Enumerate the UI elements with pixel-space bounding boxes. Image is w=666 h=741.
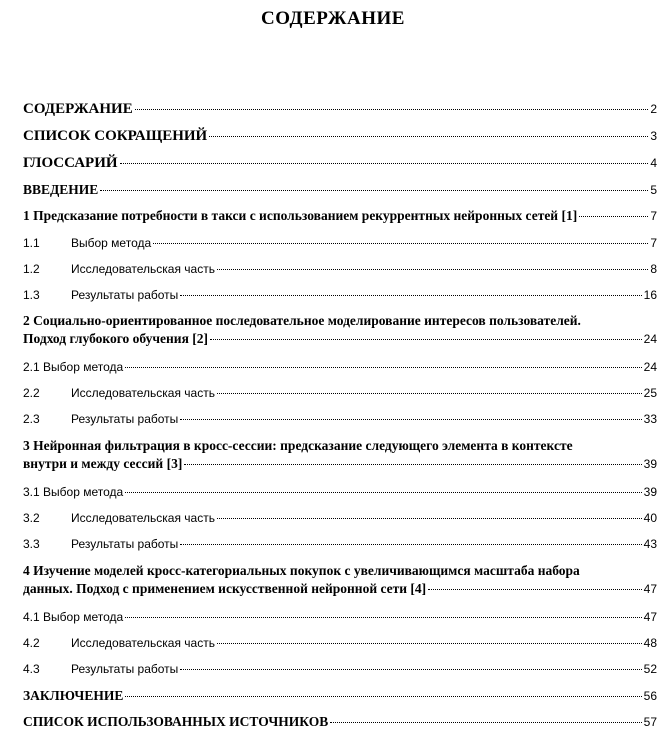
toc-page-number: 39 [643,457,657,471]
toc-page-number: 8 [650,262,657,276]
toc-entry-label: 4.1 Выбор метода [23,610,124,624]
toc-entry-label: Исследовательская часть [71,511,215,525]
toc-entry-3-2[interactable] [23,511,657,525]
toc-entry-1-2[interactable] [23,262,657,276]
toc-section-number: 1.3 [23,288,40,302]
toc-entry-label: ГЛОССАРИЙ [23,155,118,171]
toc-page-number: 33 [643,412,657,426]
toc-entry-label: СОДЕРЖАНИЕ [23,101,133,117]
toc-page-number: 48 [643,636,657,650]
dot-leader [125,492,641,493]
toc-entry-label: ВВЕДЕНИЕ [23,182,99,197]
toc-entry-label: Результаты работы [71,662,179,676]
toc-entry-label-line-2: Подход глубокого обучения [2] [23,331,208,346]
dot-leader [135,109,649,110]
toc-entry-label: Исследовательская часть [71,636,215,650]
toc-page-number: 16 [643,288,657,302]
toc-page-number: 7 [650,236,657,250]
dot-leader [153,243,648,244]
toc-entry-chapter-2[interactable] [23,312,657,348]
toc-page-number: 25 [643,386,657,400]
toc-entry-4-3[interactable] [23,662,657,676]
toc-entry-label: 3.1 Выбор метода [23,485,124,499]
toc-entry-2-1[interactable] [23,360,657,374]
toc-section-number: 3.2 [23,511,40,525]
dot-leader [217,269,648,270]
toc-page-number: 47 [643,582,657,596]
toc-entry-chapter-3[interactable] [23,437,657,473]
dot-leader [428,589,641,590]
dot-leader [209,136,648,137]
toc-entry-4-2[interactable] [23,636,657,650]
toc-page-number: 2 [650,102,657,116]
toc-page-number: 24 [643,360,657,374]
toc-entry-3-3[interactable] [23,537,657,551]
toc-entry-label: Выбор метода [71,236,152,250]
toc-page-number: 39 [643,485,657,499]
dot-leader [125,696,641,697]
toc-page-number: 3 [650,129,657,143]
toc-entry-2-3[interactable] [23,412,657,426]
toc-entry-label: 1 Предсказание потребности в такси с использованием рекуррентных нейронных сетей [1] [23,208,578,223]
dot-leader [217,643,642,644]
dot-leader [180,295,641,296]
toc-section-number: 2.3 [23,412,40,426]
toc-entry-3-1[interactable] [23,485,657,499]
dot-leader [184,464,641,465]
dot-leader [180,669,641,670]
toc-page-number: 40 [643,511,657,525]
toc-entry-label-line-1: 2 Социально-ориентированное последовательное моделирование интересов пользователей. [23,313,581,328]
toc-page-number: 24 [643,332,657,346]
dot-leader [579,216,648,217]
dot-leader [180,419,641,420]
toc-entry-abbreviations[interactable] [23,128,657,145]
toc-section-number: 1.2 [23,262,40,276]
dot-leader [330,722,641,723]
toc-section-number: 3.3 [23,537,40,551]
dot-leader [217,393,642,394]
toc-entry-label-line-1: 4 Изучение моделей кросс-категориальных покупок с увеличивающимся масштаба набора [23,563,580,578]
toc-entry-chapter-1[interactable] [23,208,657,224]
toc-entry-label: 2.1 Выбор метода [23,360,124,374]
dot-leader [125,617,641,618]
toc-page-number: 5 [650,183,657,197]
toc-entry-label: Результаты работы [71,537,179,551]
toc-entry-label: СПИСОК ИСПОЛЬЗОВАННЫХ ИСТОЧНИКОВ [23,714,329,729]
toc-entry-label: Исследовательская часть [71,386,215,400]
toc-section-number: 2.2 [23,386,40,400]
dot-leader [100,190,648,191]
toc-entry-1-3[interactable] [23,288,657,302]
dot-leader [217,518,642,519]
page-title: СОДЕРЖАНИЕ [261,8,405,29]
toc-entry-4-1[interactable] [23,610,657,624]
dot-leader [125,367,641,368]
toc-entry-label-line-2: внутри и между сессий [3] [23,456,183,471]
toc-entry-contents[interactable] [23,101,657,118]
toc-section-number: 1.1 [23,236,40,250]
toc-entry-label: Исследовательская часть [71,262,215,276]
toc-page-number: 57 [643,715,657,729]
toc-entry-label: Результаты работы [71,412,179,426]
toc-entry-glossary[interactable] [23,155,657,172]
toc-entry-label-line-1: 3 Нейронная фильтрация в кросс-сессии: предсказание следующего элемента в контексте [23,438,573,453]
dot-leader [180,544,641,545]
toc-entry-label: Результаты работы [71,288,179,302]
toc-entry-references[interactable] [23,714,657,730]
toc-page-number: 52 [643,662,657,676]
dot-leader [210,339,642,340]
toc-page-number: 47 [643,610,657,624]
toc-entry-label: СПИСОК СОКРАЩЕНИЙ [23,128,208,144]
toc-entry-2-2[interactable] [23,386,657,400]
toc-entry-1-1[interactable] [23,236,657,250]
toc-page-number: 56 [643,689,657,703]
toc-section-number: 4.2 [23,636,40,650]
toc-page-number: 43 [643,537,657,551]
toc-section-number: 4.3 [23,662,40,676]
toc-entry-introduction[interactable] [23,182,657,198]
toc-entry-label: ЗАКЛЮЧЕНИЕ [23,688,124,703]
toc-entry-chapter-4[interactable] [23,562,657,598]
toc-page-number: 7 [650,209,657,223]
toc-page-number: 4 [650,156,657,170]
dot-leader [120,163,649,164]
toc-entry-conclusion[interactable] [23,688,657,704]
toc-entry-label-line-2: данных. Подход с применением искусственной нейронной сети [4] [23,581,427,596]
